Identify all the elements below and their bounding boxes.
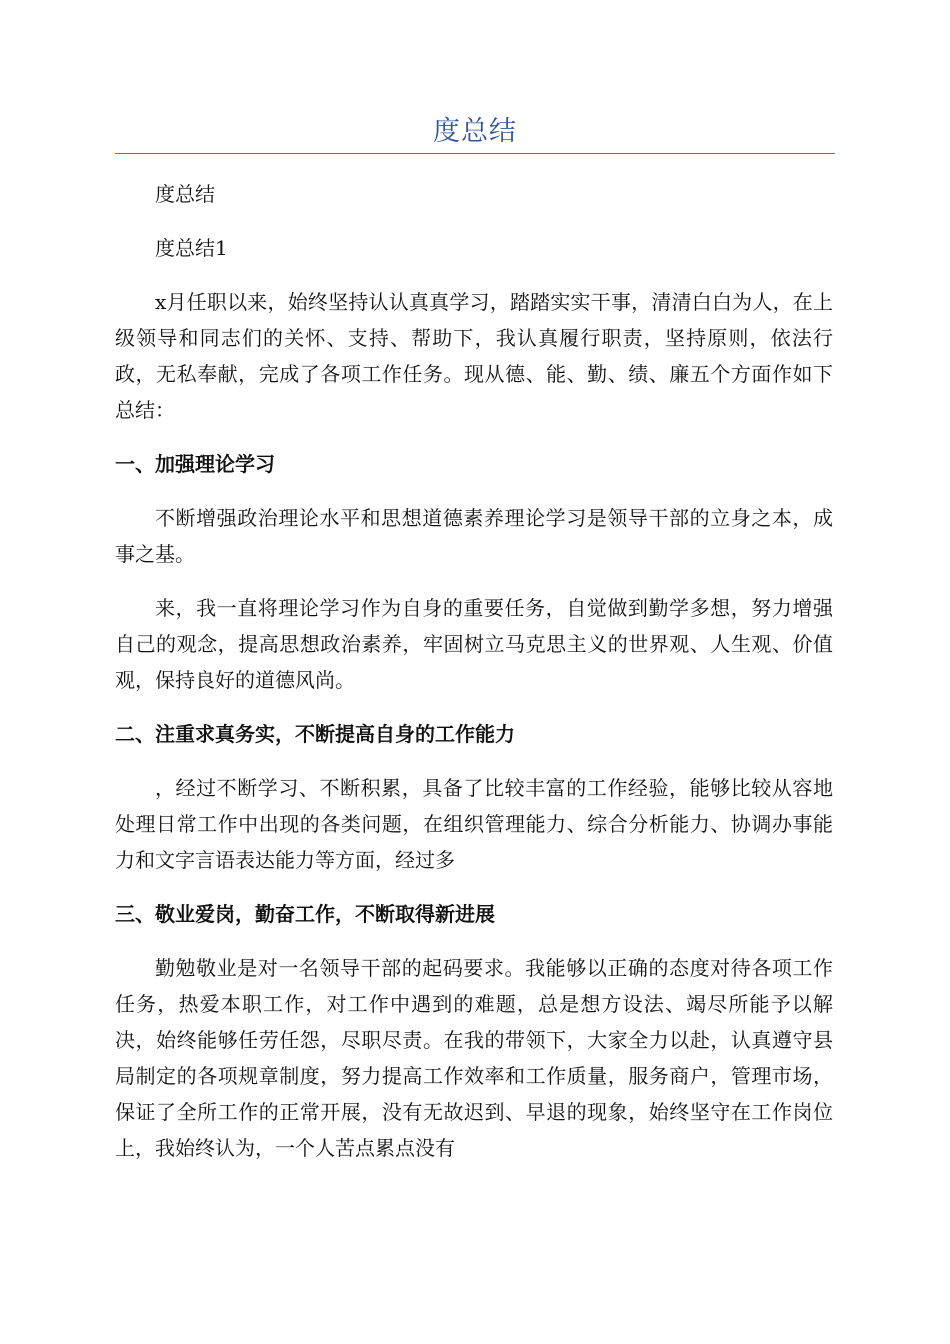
section-heading-2: 二、注重求真务实，不断提高自身的工作能力: [115, 722, 515, 746]
section-1-paragraph-1: 不断增强政治理论水平和思想道德素养理论学习是领导干部的立身之本，成事之基。: [115, 506, 833, 566]
intro-paragraph: x月任职以来，始终坚持认认真真学习，踏踏实实干事，清清白白为人，在上级领导和同志们的关怀、支持、帮助下，我认真履行职责，坚持原则，依法行政，无私奉献，完成了各项工作任务。现从德、能、勤、绩、廉五个方面作如下总结：: [115, 290, 833, 422]
section-heading-1: 一、加强理论学习: [115, 452, 275, 476]
document-body: [115, 176, 833, 1184]
section-1-paragraph-2: 来，我一直将理论学习作为自身的重要任务，自觉做到勤学多想，努力增强自己的观念，提高思想政治素养，牢固树立马克思主义的世界观、人生观、价值观，保持良好的道德风尚。: [115, 596, 833, 692]
title-underline: [115, 153, 835, 154]
section-label: 度总结1: [155, 236, 228, 260]
section-heading-3: 三、敬业爱岗，勤奋工作，不断取得新进展: [115, 902, 495, 926]
subtitle-line: 度总结: [155, 182, 215, 206]
document-title: 度总结: [433, 116, 517, 147]
section-3-paragraph-1: 勤勉敬业是对一名领导干部的起码要求。我能够以正确的态度对待各项工作任务，热爱本职工作，对工作中遇到的难题，总是想方设法、竭尽所能予以解决，始终能够任劳任怨，尽职尽责。在我的带领下，大家全力以赴，认真遵守县局制定的各项规章制度，努力提高工作效率和工作质量，服务商户，管理市场，保证了全所工作的正常开展，没有无故迟到、早退的现象，始终坚守在工作岗位上，我始终认为，一个人苦点累点没有: [115, 956, 833, 1160]
section-2-paragraph-1: ，经过不断学习、不断积累，具备了比较丰富的工作经验，能够比较从容地处理日常工作中出现的各类问题，在组织管理能力、综合分析能力、协调办事能力和文字言语表达能力等方面，经过多: [115, 776, 833, 872]
